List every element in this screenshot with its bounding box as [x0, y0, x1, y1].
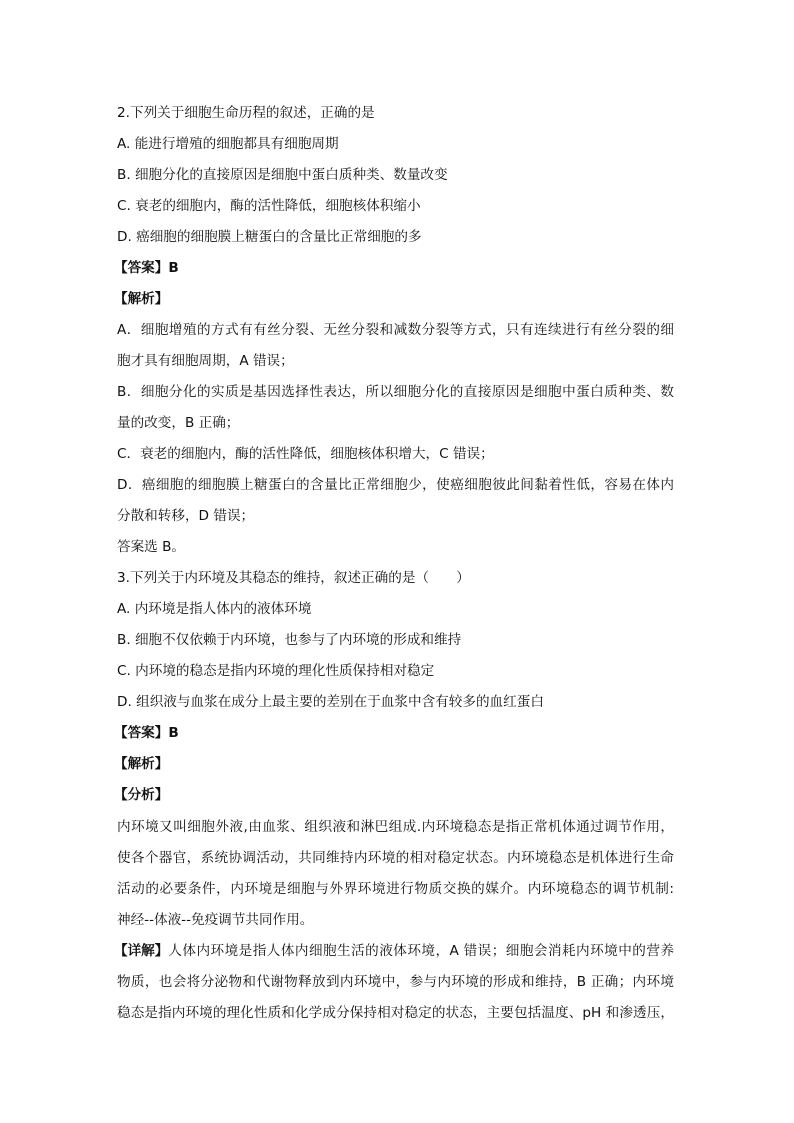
- q2-analysis-line: B．细胞分化的实质是基因选择性表达，所以细胞分化的直接原因是细胞中蛋白质种类、数: [117, 384, 674, 400]
- q3-option-d: D. 组织液与血浆在成分上最主要的差别在于血浆中含有较多的血红蛋白: [117, 694, 544, 710]
- q2-analysis-line: D．癌细胞的细胞膜上糖蛋白的含量比正常细胞少，使癌细胞彼此间黏着性低，容易在体内: [117, 477, 674, 493]
- q3-fenxi-line: 活动的必要条件，内环境是细胞与外界环境进行物质交换的媒介。内环境稳态的调节机制:: [117, 881, 674, 897]
- q3-detail-line: 人体内环境是指人体内细胞生活的液体环境，A 错误；细胞会消耗内环境中的营养: [168, 943, 674, 959]
- q2-analysis-line: 胞才具有细胞周期，A 错误；: [117, 353, 294, 369]
- q3-analysis-heading: 【解析】: [114, 756, 169, 772]
- q3-detail-heading: 【详解】: [114, 943, 169, 959]
- q3-detail-first-line: [114, 942, 674, 960]
- q2-analysis-line: 答案选 B。: [117, 539, 186, 555]
- q3-detail-line: 物质，也会将分泌物和代谢物释放到内环境中，参与内环境的形成和维持，B 正确；内环境: [117, 974, 674, 990]
- q3-fenxi-line: 内环境又叫细胞外液,由血浆、组织液和淋巴组成.内环境稳态是指正常机体通过调节作用，: [117, 819, 674, 835]
- q2-answer: 【答案】B: [114, 260, 179, 276]
- q3-detail-line: 稳态是指内环境的理化性质和化学成分保持相对稳定的状态，主要包括温度、pH 和渗透压，: [117, 1005, 674, 1021]
- q2-option-c: C. 衰老的细胞内，酶的活性降低，细胞核体积缩小: [117, 198, 421, 214]
- q2-option-d: D. 癌细胞的细胞膜上糖蛋白的含量比正常细胞的多: [117, 229, 422, 245]
- q2-stem: 2.下列关于细胞生命历程的叙述，正确的是: [117, 105, 375, 121]
- q3-option-c: C. 内环境的稳态是指内环境的理化性质保持相对稳定: [117, 663, 435, 679]
- q3-option-b: B. 细胞不仅依赖于内环境，也参与了内环境的形成和维持: [117, 632, 462, 648]
- q2-analysis-line: C．衰老的细胞内，酶的活性降低，细胞核体积增大，C 错误；: [117, 446, 494, 462]
- q3-fenxi-heading: 【分析】: [114, 787, 169, 803]
- q2-option-a: A. 能进行增殖的细胞都具有细胞周期: [117, 136, 339, 152]
- q3-fenxi-line: 使各个器官，系统协调活动，共同维持内环境的相对稳定状态。内环境稳态是机体进行生命: [117, 850, 674, 866]
- q3-fenxi-line: 神经--体液--免疫调节共同作用。: [117, 912, 314, 928]
- q2-analysis-heading: 【解析】: [114, 291, 169, 307]
- q2-option-b: B. 细胞分化的直接原因是细胞中蛋白质种类、数量改变: [117, 167, 448, 183]
- q3-option-a: A. 内环境是指人体内的液体环境: [117, 601, 312, 617]
- q2-analysis-line: 分散和转移，D 错误；: [117, 508, 255, 524]
- q2-analysis-line: 量的改变，B 正确；: [117, 415, 240, 431]
- q2-analysis-line: A．细胞增殖的方式有有丝分裂、无丝分裂和减数分裂等方式，只有连续进行有丝分裂的细: [117, 322, 674, 338]
- q3-stem: 3.下列关于内环境及其稳态的维持，叙述正确的是（ ）: [117, 570, 470, 586]
- q3-answer: 【答案】B: [114, 725, 179, 741]
